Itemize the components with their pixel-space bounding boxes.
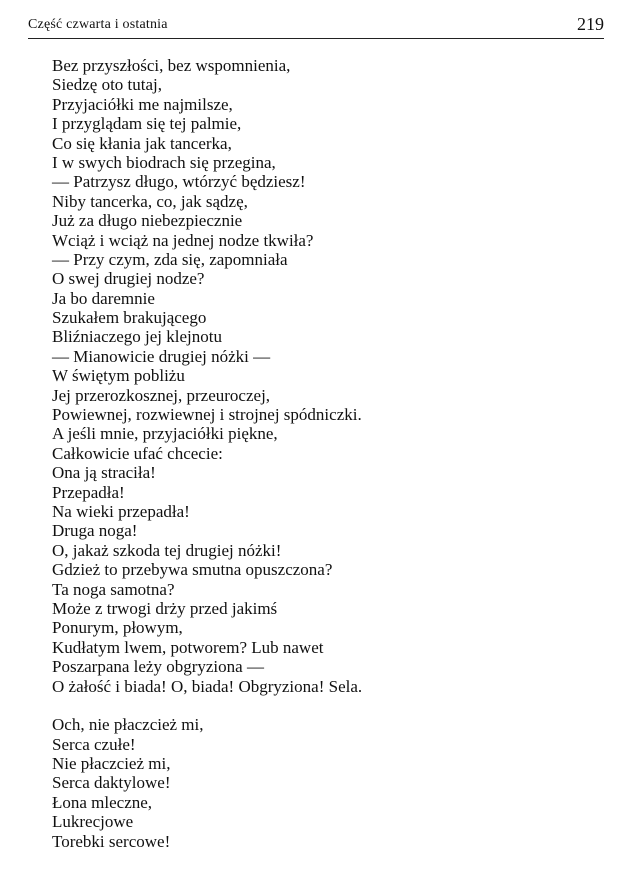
poem-line: Serca daktylowe!	[52, 773, 171, 793]
poem-line: O swej drugiej nodze?	[52, 269, 205, 289]
poem-line: Kudłatym lwem, potworem? Lub nawet	[52, 637, 324, 657]
poem-body	[52, 56, 612, 851]
poem-line: Bez przyszłości, bez wspomnienia,	[52, 56, 291, 75]
poem-line: Przepadła!	[52, 482, 125, 502]
poem-line: Ta noga samotna?	[52, 579, 175, 599]
poem-line: Nie płaczcież mi,	[52, 754, 171, 774]
poem-line: Och, nie płaczcież mi,	[52, 715, 204, 735]
poem-line: Niby tancerka, co, jak sądzę,	[52, 191, 248, 211]
poem-line: Ponurym, płowym,	[52, 618, 183, 638]
poem-line: Jej przerozkosznej, przeuroczej,	[52, 385, 271, 405]
poem-line: Całkowicie ufać chcecie:	[52, 443, 223, 463]
poem-line: Gdzież to przebywa smutna opuszczona?	[52, 560, 333, 580]
poem-line: Powiewnej, rozwiewnej i strojnej spódniczki.	[52, 405, 362, 425]
poem-line: — Przy czym, zda się, zapomniała	[52, 249, 288, 269]
poem-line: Serca czułe!	[52, 734, 136, 754]
poem-line: Przyjaciółki me najmilsze,	[52, 94, 233, 114]
poem-line: I w swych biodrach się przegina,	[52, 152, 276, 172]
poem-line: Torebki sercowe!	[52, 831, 171, 851]
poem-line: Już za długo niebezpiecznie	[52, 211, 243, 231]
poem-line: — Patrzysz długo, wtórzyć będziesz!	[52, 172, 306, 192]
poem-line: Bliźniaczego jej klejnotu	[52, 327, 222, 347]
page-number: 219	[577, 14, 604, 34]
poem-line: Poszarpana leży obgryziona —	[52, 657, 264, 677]
poem-line: Szukałem brakującego	[52, 308, 207, 328]
poem-line: — Mianowicie drugiej nóżki —	[52, 346, 271, 366]
poem-line: Druga noga!	[52, 521, 138, 541]
poem-line: W świętym pobliżu	[52, 366, 185, 386]
poem-line: Wciąż i wciąż na jednej nodze tkwiła?	[52, 230, 314, 250]
poem-line: Na wieki przepadła!	[52, 501, 190, 521]
poem-line: O, jakaż szkoda tej drugiej nóżki!	[52, 540, 282, 560]
poem-line: A jeśli mnie, przyjaciółki piękne,	[52, 424, 278, 444]
stanza	[52, 715, 612, 851]
running-header	[28, 14, 604, 39]
poem-line: Siedzę oto tutaj,	[52, 75, 163, 95]
poem-line: Może z trwogi drży przed jakimś	[52, 598, 278, 618]
poem-line: Lukrecjowe	[52, 812, 134, 832]
poem-line: Łona mleczne,	[52, 792, 153, 812]
poem-line: Ja bo daremnie	[52, 288, 155, 308]
poem-line: Co się kłania jak tancerka,	[52, 133, 232, 153]
running-title: Część czwarta i ostatnia	[28, 17, 168, 32]
poem-line: I przyglądam się tej palmie,	[52, 114, 242, 134]
poem-line: Ona ją straciła!	[52, 463, 156, 483]
poem-line: O żałość i biada! O, biada! Obgryziona! Sela.	[52, 676, 363, 696]
stanza	[52, 56, 612, 696]
